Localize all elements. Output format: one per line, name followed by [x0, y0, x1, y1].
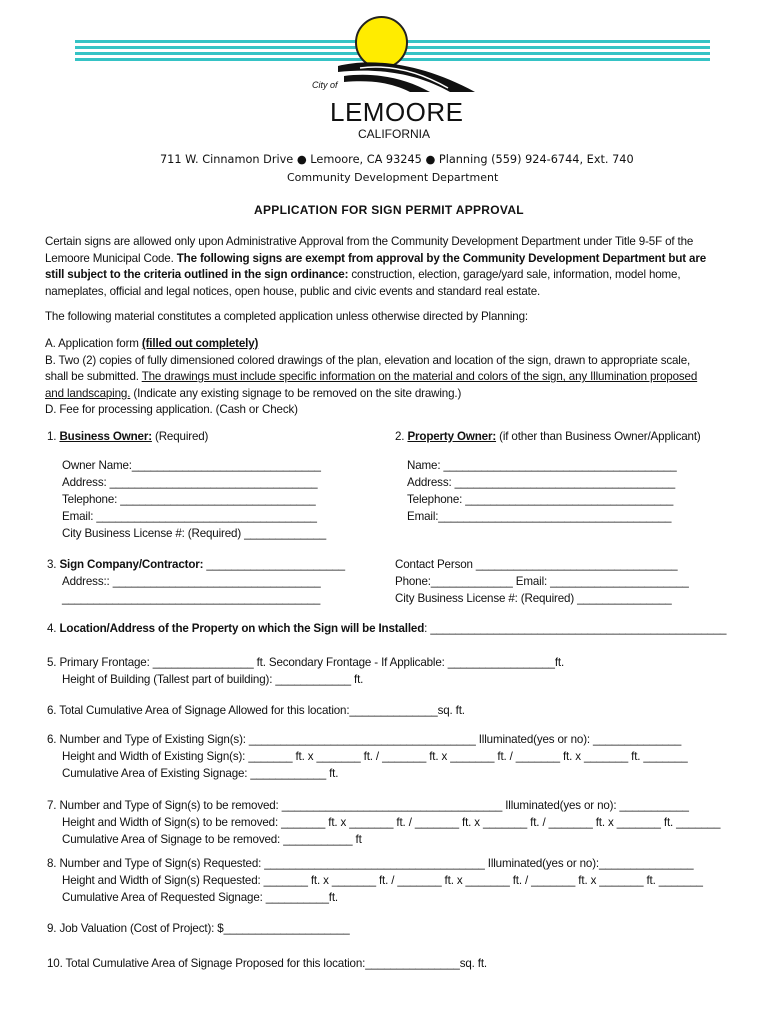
building-height-field[interactable]: Height of Building (Tallest part of building): ____________ ft. [62, 673, 364, 686]
removed-signs-field[interactable]: 7. Number and Type of Sign(s) to be removed: ___________________________________ Illuminated(yes or no): ___________ [47, 799, 689, 812]
intro-line-4: nameplates, official and legal notices, open house, public and civic events and standard real estate. [45, 284, 541, 298]
material-b-line-1: B. Two (2) copies of fully dimensioned colored drawings of the plan, elevation and location of the sign, drawn to appropriate scale, [45, 353, 691, 367]
state-name: CALIFORNIA [358, 127, 431, 141]
contact-phone-email-field[interactable]: Phone:_____________ Email: ______________________ [395, 575, 689, 588]
property-name-field[interactable]: Name: _____________________________________ [407, 459, 677, 472]
business-owner-fields [62, 457, 326, 542]
sign-company-address-line-2[interactable]: _________________________________________ [62, 592, 321, 605]
allowed-area-field[interactable]: 6. Total Cumulative Area of Signage Allowed for this location:______________sq. ft. [47, 704, 465, 717]
removed-signs-dimensions-field[interactable]: Height and Width of Sign(s) to be removed: _______ ft. x _______ ft. / _______ ft. x _______ ft. / _______ ft. x _______ ft. _______ [62, 816, 721, 829]
requested-signs-dimensions-field[interactable]: Height and Width of Sign(s) Requested: _______ ft. x _______ ft. / _______ ft. x _______ ft. / _______ ft. x _______ ft. _______ [62, 874, 703, 887]
material-a: A. Application form (filled out completely) [45, 337, 259, 350]
property-telephone-field[interactable]: Telephone: _________________________________ [407, 493, 674, 506]
section-property-owner-heading: 2. Property Owner: (if other than Business Owner/Applicant) [395, 430, 701, 443]
removed-signs-block [47, 797, 720, 848]
existing-signs-area-field[interactable]: Cumulative Area of Existing Signage: ____________ ft. [62, 767, 339, 780]
job-valuation-field[interactable]: 9. Job Valuation (Cost of Project): $____________________ [47, 922, 350, 935]
existing-signs-field[interactable]: 6. Number and Type of Existing Sign(s): ____________________________________ Illuminated(yes or no): ______________ [47, 733, 682, 746]
contact-block [395, 556, 689, 607]
material-b-line-3: and landscaping. (Indicate any existing signage to be removed on the site drawing.) [45, 386, 462, 400]
city-of-label: City of [312, 80, 338, 90]
intro-line-3: still subject to the criteria outlined in the sign ordinance: construction, election, garage/yard sale, information, model home, [45, 268, 681, 281]
frontage-block [47, 654, 564, 688]
frontage-field[interactable]: 5. Primary Frontage: ________________ ft. Secondary Frontage - If Applicable: _________________ft. [47, 656, 565, 669]
property-address-field[interactable]: Address: ___________________________________ [407, 476, 676, 489]
sign-company-block [47, 556, 345, 607]
material-intro: The following material constitutes a completed application unless otherwise directed by Planning: [45, 310, 528, 323]
removed-signs-area-field[interactable]: Cumulative Area of Signage to be removed: ___________ ft [62, 833, 362, 846]
existing-signs-block [47, 731, 688, 782]
owner-address-field[interactable]: Address: _________________________________ [62, 476, 318, 489]
department-name: Community Development Department [287, 171, 499, 184]
material-b-line-2: shall be submitted. The drawings must include specific information on the material and colors of the sign, any Illumination proposed [45, 370, 698, 383]
total-proposed-area-field[interactable]: 10. Total Cumulative Area of Signage Proposed for this location:_______________sq. ft. [47, 957, 487, 970]
section-business-owner-heading: 1. Business Owner: (Required) [47, 430, 209, 443]
city-name: LEMOORE [330, 97, 464, 127]
material-d: D. Fee for processing application. (Cash or Check) [45, 403, 298, 416]
intro-line-1: Certain signs are allowed only upon Administrative Approval from the Community Development Department under Title 9-5F of the [45, 235, 694, 248]
contact-license-field[interactable]: City Business License #: (Required) _______________ [395, 592, 672, 605]
page-title: APPLICATION FOR SIGN PERMIT APPROVAL [254, 203, 524, 217]
sign-company-address-field[interactable]: Address:: _________________________________ [62, 575, 321, 588]
contact-person-field[interactable]: Contact Person ________________________________ [395, 558, 678, 571]
location-address-field[interactable]: 4. Location/Address of the Property on which the Sign will be Installed: _______________________________________________ [47, 622, 727, 635]
owner-telephone-field[interactable]: Telephone: _______________________________ [62, 493, 316, 506]
requested-signs-block [47, 855, 703, 906]
road-logo-icon [330, 58, 480, 98]
intro-paragraph [45, 234, 727, 300]
sign-company-field[interactable]: 3. Sign Company/Contractor: ______________________ [47, 558, 345, 571]
owner-license-field[interactable]: City Business License #: (Required) _____________ [62, 527, 326, 540]
owner-name-field[interactable]: Owner Name:______________________________ [62, 459, 321, 472]
materials-list [45, 336, 727, 419]
address-line: 711 W. Cinnamon Drive ● Lemoore, CA 93245 ● Planning (559) 924-6744, Ext. 740 [160, 153, 634, 166]
intro-line-2: Lemoore Municipal Code. The following signs are exempt from approval by the Community Development Department but are [45, 251, 707, 265]
existing-signs-dimensions-field[interactable]: Height and Width of Existing Sign(s): _______ ft. x _______ ft. / _______ ft. x _______ ft. / _______ ft. x _______ ft. _______ [62, 750, 688, 763]
owner-email-field[interactable]: Email: ___________________________________ [62, 510, 317, 523]
property-email-field[interactable]: Email:_____________________________________ [407, 510, 672, 523]
requested-signs-field[interactable]: 8. Number and Type of Sign(s) Requested: ___________________________________ Illuminated(yes or no):_______________ [47, 857, 694, 870]
requested-signs-area-field[interactable]: Cumulative Area of Requested Signage: __________ft. [62, 891, 338, 904]
property-owner-fields [407, 457, 677, 525]
